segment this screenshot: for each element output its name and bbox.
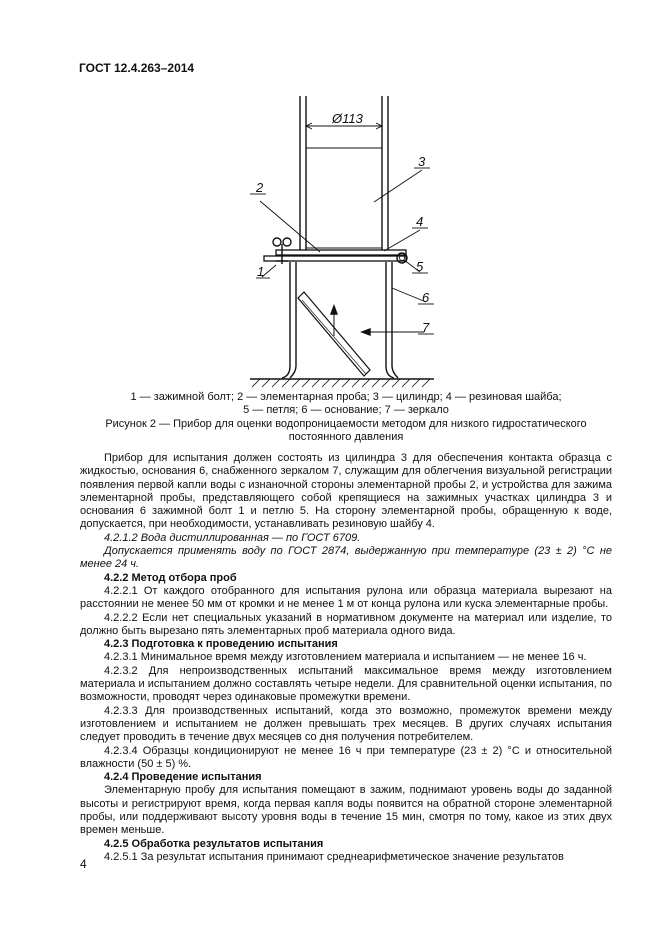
callout-6: 6 (422, 290, 430, 305)
paragraph: 4.2.3.3 Для производственных испытаний, когда это возможно, промежуток времени между изготовлением и испытанием не должен превышать трех месяцев. В других случаях испытания следует проводить в течение двух месяцев со дня получения потребителем. (80, 704, 612, 744)
callout-5: 5 (416, 259, 424, 274)
section-heading: 4.2.4 Проведение испытания (104, 771, 262, 784)
section-heading: 4.2.2 Метод отбора проб (104, 571, 237, 584)
callout-7: 7 (422, 320, 430, 335)
paragraph: 4.2.3.4 Образцы кондиционируют не менее 16 ч при температуре (23 ± 2) °С и относительной влажности (50 ± 5) %. (80, 744, 612, 770)
figure-legend-2: 5 — петля; 6 — основание; 7 — зеркало (243, 404, 449, 416)
callout-3: 3 (418, 154, 426, 169)
paragraph: 4.2.5.1 За результат испытания принимают среднеарифметическое значение результатов (104, 850, 564, 863)
paragraph: 4.2.1.2 Вода дистиллированная — по ГОСТ 6709. (104, 531, 361, 544)
document-header: ГОСТ 12.4.263–2014 (79, 61, 195, 75)
paragraph: 4.2.2.2 Если нет специальных указаний в нормативном документе на материал или изделие, то должно быть вырезано пять элементарных проб материала одного вида. (80, 611, 612, 637)
page-number: 4 (80, 857, 87, 871)
paragraph: 4.2.2.1 От каждого отобранного для испытания рулона или образца материала вырезают на расстоянии не менее 50 мм от кромки и не менее 1 м от конца рулона или куска элементарные пробы. (80, 584, 612, 611)
paragraph: 4.2.3.1 Минимальное время между изготовлением материала и испытанием — не менее 16 ч. (104, 651, 587, 664)
figure-caption-2: постоянного давления (288, 431, 404, 443)
callout-4: 4 (416, 214, 424, 229)
section-heading: 4.2.5 Обработка результатов испытания (104, 837, 324, 850)
document-body (80, 452, 612, 864)
paragraph: Элементарную пробу для испытания помещают в зажим, поднимают уровень воды до заданной высоты и регистрируют время, когда первая капля воды появится на обратной стороне элементарной пробы, или поддерживают высоту уровня воды в течение 15 мин, смотря по тому, какое из этих двух времен меньше. (80, 784, 612, 837)
apparatus-figure (236, 88, 436, 394)
paragraph: Прибор для испытания должен состоять из цилиндра 3 для обеспечения контакта образца с жидкостью, основания 6, снабженного зеркалом 7, служащим для облегчения визуальной регистрации появления первой капли воды с изнаночной стороны элементарной пробы 2, и устройства для зажима элементарной пробы, представляющего собой крепящиеся на зажимных участках цилиндра 3 и основания 6 зажимной болт 1 и петлю 5. На сторону элементарной пробы, обращенную к воде, допускается, при необходимости, устанавливать резиновую шайбу 4. (80, 452, 612, 531)
callout-1: 1 (257, 264, 265, 279)
callout-2: 2 (256, 180, 264, 195)
section-heading: 4.2.3 Подготовка к проведению испытания (104, 638, 338, 651)
diameter-label: Ø113 (332, 111, 363, 126)
paragraph: 4.2.3.2 Для непроизводственных испытаний максимальное время между изготовлением материала и испытанием должно составлять четыре недели. Для сравнительной оценки испытания, по возможности, проводят через одинаковые промежутки времени. (80, 664, 612, 704)
figure-legend-1: 1 — зажимной болт; 2 — элементарная проба; 3 — цилиндр; 4 — резиновая шайба; (130, 391, 562, 403)
paragraph: Допускается применять воду по ГОСТ 2874, выдержанную при температуре (23 ± 2) °С не менее 24 ч. (80, 545, 612, 571)
figure-caption-1: Рисунок 2 — Прибор для оценки водопроницаемости методом для низкого гидростатического (105, 418, 587, 430)
